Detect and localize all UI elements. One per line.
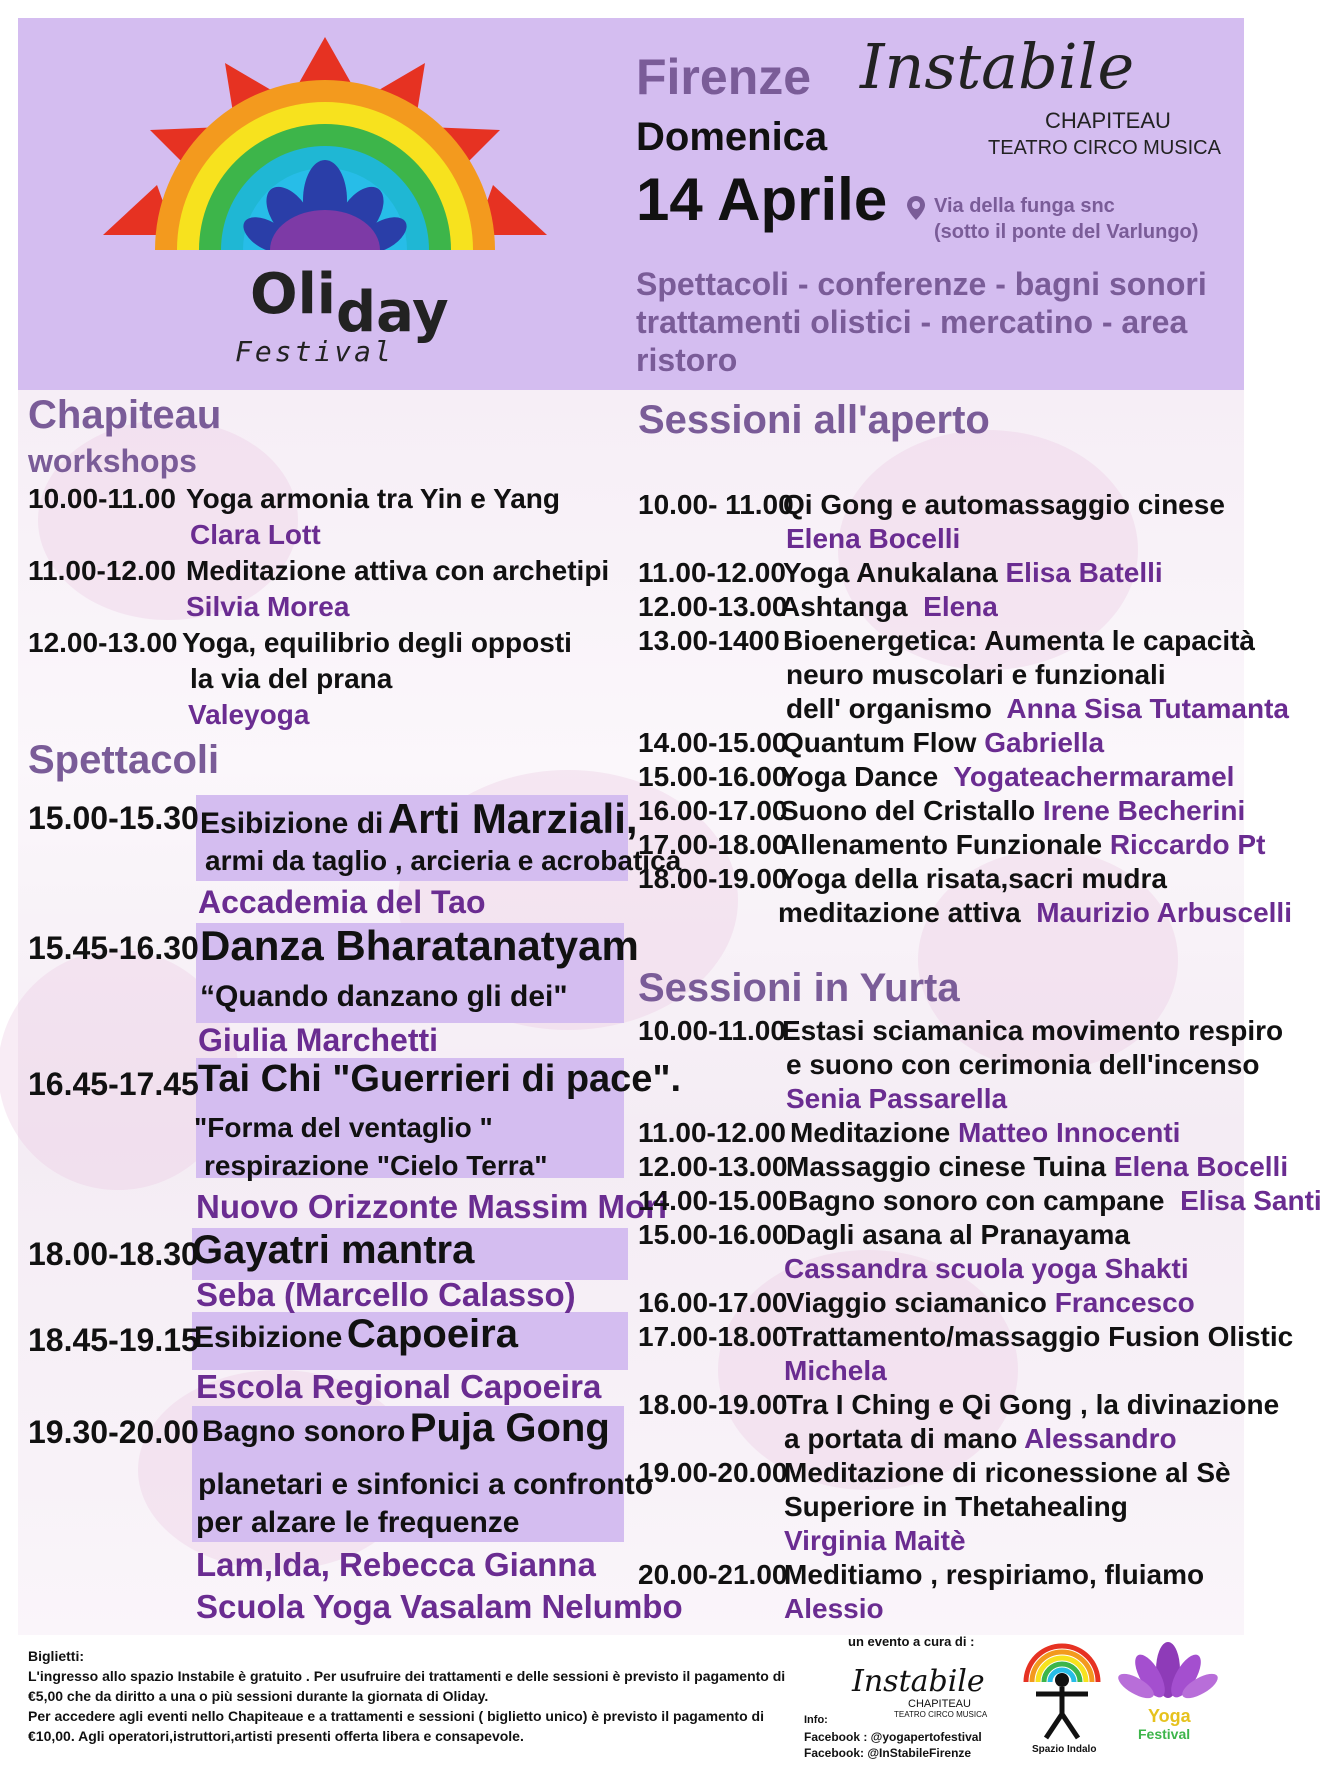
workshop-title: Yoga armonia tra Yin e Yang [186,483,560,514]
session-host: Yogateachermaramel [953,761,1235,792]
session-host: Matteo Innocenti [958,1117,1181,1148]
show-line2: armi da taglio , arcieria e acrobatica [205,845,682,876]
show-line2: "Forma del ventaglio " [194,1112,493,1143]
show-pre: Esibizione di [200,807,384,840]
show-host: Giulia Marchetti [198,1022,439,1058]
instabile-tagline: TEATRO CIRCO MUSICA [988,137,1221,159]
show-host: Lam,Ida, Rebecca Gianna [196,1546,596,1583]
session-time: 13.00-1400 [638,625,780,656]
show-pre: Esibizione [194,1321,343,1354]
session-time: 10.00- 11.00 [638,489,794,520]
session-title: Trattamento/massaggio Fusion Olistic [786,1321,1294,1352]
show-time: 19.30-20.00 [28,1414,199,1450]
facebook-link-1[interactable]: Facebook : @yogapertofestival [804,1730,982,1744]
session-host: Francesco [1054,1287,1195,1318]
session-title-line2: meditazione attiva [778,897,1021,928]
address-line2: (sotto il ponte del Varlungo) [934,221,1199,243]
session-host: Michela [784,1355,887,1386]
info-label: Info: [804,1714,828,1726]
show-host: Accademia del Tao [198,884,486,920]
address [934,193,1198,245]
show-host: Escola Regional Capoeira [196,1368,602,1405]
show-host-school: Scuola Yoga Vasalam Nelumbo [196,1588,683,1625]
session-title: Yoga della risata,sacri mudra [780,863,1167,894]
session-title-line2: a portata di mano [784,1423,1018,1454]
show-big: Arti Marziali, [387,795,638,842]
session-time: 11.00-12.00 [638,1117,786,1148]
day: Domenica [636,115,828,159]
session-host: Anna Sisa Tutamanta [1006,693,1289,724]
yoga-logo-text: Yoga [1148,1706,1191,1726]
spazio-indalo-label: Spazio Indalo [1032,1744,1097,1755]
session-title: Bagno sonoro con campane [788,1185,1165,1216]
show-title [200,795,638,843]
session-title: Suono del Cristallo [780,795,1036,826]
session-title: Meditiamo , respiriamo, fluiamo [784,1559,1205,1590]
organizers [800,1634,1250,1764]
show-time: 18.45-19.15 [28,1322,199,1358]
show-host: Seba (Marcello Calasso) [196,1276,576,1313]
instabile-logo-text: Instabile [860,30,1135,103]
yoga-festival-lotus-icon [1118,1638,1218,1708]
show-line3: respirazione "Cielo Terra" [204,1150,548,1181]
show-line2: “Quando danzano gli dei" [200,980,568,1013]
session-host: Cassandra scuola yoga Shakti [784,1253,1189,1284]
show-big: Puja Gong [409,1406,610,1450]
workshop-host: Clara Lott [190,519,321,550]
yurta-title: Sessioni in Yurta [638,966,960,1010]
facebook-link-2[interactable]: Facebook: @InStabileFirenze [804,1746,972,1760]
session-time: 17.00-18.00 [638,829,788,860]
show-time: 15.00-15.30 [28,800,199,836]
show-big: Capoeira [346,1312,518,1356]
session-time: 17.00-18.00 [638,1321,788,1352]
spazio-indalo-logo-icon [1022,1642,1102,1742]
session-host: Riccardo Pt [1109,829,1266,860]
spettacoli-title: Spettacoli [28,738,220,782]
show-pre: Bagno sonoro [202,1415,406,1448]
curated-by: un evento a cura di : [848,1634,975,1649]
show-title [202,1406,610,1451]
session-time: 12.00-13.00 [638,1151,788,1182]
instabile-small-sub: CHAPITEAU [908,1698,971,1710]
workshop-time: 12.00-13.00 [28,627,178,658]
workshop-time: 11.00-12.00 [28,555,176,586]
logo-festival: Festival [235,335,394,368]
logo-oli: Oli [250,262,336,327]
show-time: 15.45-16.30 [28,930,199,966]
city: Firenze [636,49,812,105]
session-time: 18.00-19.00 [638,863,788,894]
session-host: Elena Bocelli [1113,1151,1289,1182]
aperto-title: Sessioni all'aperto [638,398,990,442]
session-time: 19.00-20.00 [638,1457,788,1488]
show-line3: per alzare le frequenze [196,1506,520,1539]
workshop-title: Yoga, equilibrio degli opposti [182,627,572,658]
location-pin-icon [906,195,926,221]
session-host: Elena [923,591,998,622]
session-title: Allenamento Funzionale [780,829,1103,860]
session-host: Elisa Santi [1180,1185,1322,1216]
session-title-line2: Superiore in Thetahealing [784,1491,1128,1522]
oliday-logo-icon [95,35,555,265]
session-time: 11.00-12.00 [638,557,786,588]
tickets-paragraph: Per accedere agli eventi nello Chapiteaue e a trattamenti e sessioni ( biglietto unico) è previsto il pagamento di €10,00. Agli operatori,istruttori,artisti presenti offerta libera e consapevole. [28,1708,764,1744]
instabile-chapiteau: CHAPITEAU [1045,108,1171,133]
topics-line1: Spettacoli - conferenze - bagni sonori [636,266,1207,302]
session-time: 16.00-17.00 [638,1287,788,1318]
show-big: Gayatri mantra [192,1228,475,1272]
show-host: Nuovo Orizzonte Massim Mori [196,1188,668,1225]
show-big: Danza Bharatanatyam [200,922,639,969]
session-title: Quantum Flow [782,727,977,758]
chapiteau-title: Chapiteau [28,393,222,437]
session-title: Yoga Dance [780,761,939,792]
instabile-small-logo: Instabile [852,1664,985,1699]
show-line2: planetari e sinfonici a confronto [198,1468,654,1501]
session-title-line2: neuro muscolari e funzionali [786,659,1166,690]
session-title: Meditazione [790,1117,951,1148]
chapiteau-subtitle: workshops [28,443,197,479]
show-time: 16.45-17.45 [28,1066,199,1102]
session-host: Maurizio Arbuscelli [1036,897,1292,928]
show-title [194,1312,518,1357]
session-title: Ashtanga [780,591,908,622]
session-title-line3: dell' organismo [786,693,992,724]
workshop-host: Silvia Morea [186,591,350,622]
session-time: 14.00-15.00 [638,727,788,758]
date: 14 Aprile [636,166,888,233]
session-time: 18.00-19.00 [638,1389,788,1420]
session-host: Alessandro [1024,1423,1177,1454]
yoga-festival-logo-text: Festival [1138,1726,1191,1742]
session-time: 16.00-17.00 [638,795,788,826]
session-time: 12.00-13.00 [638,591,788,622]
workshop-title: Meditazione attiva con archetipi [186,555,610,586]
session-host: Elisa Batelli [1005,557,1163,588]
session-host: Senia Passarella [786,1083,1008,1114]
session-host: Virginia Maitè [784,1525,966,1556]
topics-line2: trattamenti olistici - mercatino - area ristoro [636,304,1188,378]
session-time: 10.00-11.00 [638,1015,786,1046]
session-title: Tra I Ching e Qi Gong , la divinazione [786,1389,1280,1420]
session-title: Viaggio sciamanico [786,1287,1047,1318]
session-title-line2: e suono con cerimonia dell'incenso [786,1049,1260,1080]
session-time: 14.00-15.00 [638,1185,788,1216]
session-title: Meditazione di riconessione al Sè [784,1457,1231,1488]
session-time: 15.00-16.00 [638,1219,788,1250]
workshop-host: Valeyoga [188,699,310,730]
address-line1: Via della funga snc [934,195,1115,217]
session-time: 20.00-21.00 [638,1559,788,1590]
instabile-small-sub2: TEATRO CIRCO MUSICA [894,1710,988,1719]
session-title: Dagli asana al Pranayama [786,1219,1130,1250]
session-time: 15.00-16.00 [638,761,788,792]
session-title: Massaggio cinese Tuina [786,1151,1107,1182]
workshop-time: 10.00-11.00 [28,483,176,514]
tickets-paragraph: L'ingresso allo spazio Instabile è gratuito . Per usufruire dei trattamenti e delle sessioni è previsto il pagamento di €5,00 che da diritto a una o più sessioni durante la giornata di Oliday. [28,1668,786,1704]
session-host: Alessio [784,1593,884,1624]
show-big: Tai Chi "Guerrieri di pace". [198,1058,682,1100]
session-host: Irene Becherini [1042,795,1246,826]
session-host: Elena Bocelli [786,523,961,554]
session-title: Qi Gong e automassaggio cinese [783,489,1225,520]
session-title: Yoga Anukalana [783,557,998,588]
workshop-title-line2: la via del prana [190,663,393,694]
tickets-info [28,1646,788,1746]
session-title: Bioenergetica: Aumenta le capacità [783,625,1256,656]
tickets-title: Biglietti: [28,1648,84,1664]
show-time: 18.00-18.30 [28,1236,199,1272]
logo-day: day [336,280,449,345]
session-title: Estasi sciamanica movimento respiro [782,1015,1284,1046]
session-host: Gabriella [984,727,1105,758]
topics [636,265,1264,379]
